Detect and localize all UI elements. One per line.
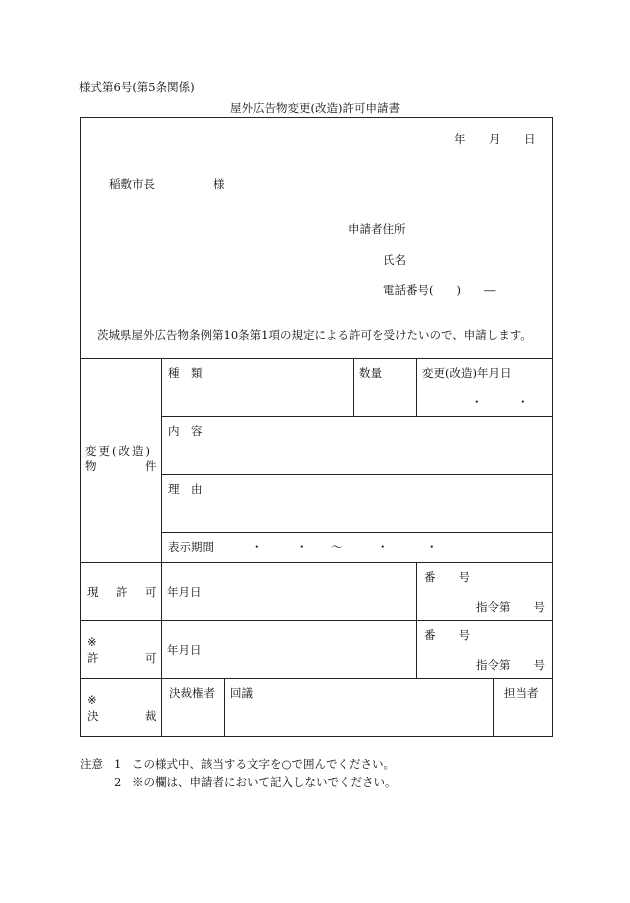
- change-object-label: 変更(改造): [85, 444, 152, 458]
- current-permit-date-label: 年月日: [167, 585, 202, 599]
- change-date-dot-2: ・: [517, 395, 529, 409]
- permit-number-cell: [417, 621, 553, 679]
- addressee: 稲敷市長: [109, 177, 155, 191]
- permit-mark: ※: [87, 635, 97, 649]
- change-date-cell: [417, 359, 553, 417]
- applicant-name-label: 氏名: [383, 253, 406, 267]
- current-permit-number-label: 番 号: [424, 570, 470, 584]
- decision-label-a: 決: [87, 709, 99, 723]
- applicant-section: [81, 118, 553, 359]
- permit-date-cell: [162, 621, 417, 679]
- quantity-cell: [354, 359, 417, 417]
- object-label-a: 物: [85, 459, 97, 473]
- period-dot-4: ・: [426, 540, 438, 554]
- permit-directive-label: 指令第 号: [476, 658, 545, 672]
- circulation-label: 回議: [230, 686, 253, 700]
- decision-mark: ※: [87, 693, 97, 707]
- period-dot-1: ・: [251, 540, 263, 554]
- circulation-cell: [225, 679, 494, 737]
- reason-cell: [162, 475, 553, 533]
- current-permit-label-cell: [81, 563, 162, 621]
- note-1-text: この様式中、該当する文字を○で囲んでください。: [132, 757, 396, 771]
- permit-label-b: 可: [145, 651, 157, 665]
- person-in-charge-label: 担当者: [504, 686, 539, 700]
- note-2-text: ※の欄は、申請者において記入しないでください。: [132, 775, 397, 789]
- display-period-cell: [162, 533, 553, 563]
- note-1-number: 1: [114, 757, 122, 771]
- reason-label: 理 由: [168, 482, 203, 496]
- object-label-b: 件: [145, 459, 157, 473]
- content-cell: [162, 417, 553, 475]
- notes-heading: 注意: [80, 757, 103, 771]
- period-dot-3: ・: [377, 540, 389, 554]
- change-object-label-cell: [81, 359, 162, 563]
- decision-label-b: 裁: [145, 709, 157, 723]
- content-label: 内 容: [168, 424, 203, 438]
- date-month-label: 月: [489, 132, 501, 146]
- display-period-label: 表示期間: [168, 540, 214, 554]
- type-label: 種 類: [168, 366, 203, 380]
- applicant-address-label: 申請者住所: [348, 222, 406, 236]
- application-statement: 茨城県屋外広告物条例第10条第1項の規定による許可を受けたいので、申請します。: [97, 328, 532, 342]
- current-permit-number-cell: [417, 563, 553, 621]
- current-permit-label-a: 現: [87, 585, 99, 599]
- phone-label: 電話番号( ) ―: [383, 283, 496, 297]
- date-day-label: 日: [524, 132, 536, 146]
- permit-number-label: 番 号: [424, 628, 470, 642]
- note-2-number: 2: [114, 775, 122, 789]
- period-dot-2: ・: [296, 540, 308, 554]
- permit-date-label: 年月日: [167, 643, 202, 657]
- date-year-label: 年: [454, 132, 466, 146]
- change-date-dot-1: ・: [471, 395, 483, 409]
- form-title: 屋外広告物変更(改造)許可申請書: [230, 101, 400, 115]
- current-permit-label-c: 可: [145, 585, 157, 599]
- current-permit-label-b: 許: [116, 585, 128, 599]
- permit-label-a: 許: [87, 651, 99, 665]
- current-permit-directive-label: 指令第 号: [476, 600, 545, 614]
- permit-label-cell: [81, 621, 162, 679]
- change-date-label: 変更(改造)年月日: [422, 366, 512, 380]
- decision-authority-cell: [162, 679, 225, 737]
- form-number: 様式第6号(第5条関係): [79, 80, 195, 94]
- person-in-charge-cell: [494, 679, 553, 737]
- honorific: 様: [213, 177, 225, 191]
- decision-label-cell: [81, 679, 162, 737]
- current-permit-date-cell: [162, 563, 417, 621]
- quantity-label: 数量: [359, 366, 382, 380]
- type-cell: [162, 359, 354, 417]
- application-form-table: [80, 117, 553, 737]
- decision-authority-label: 決裁権者: [169, 686, 215, 700]
- period-tilde: ～: [331, 540, 343, 554]
